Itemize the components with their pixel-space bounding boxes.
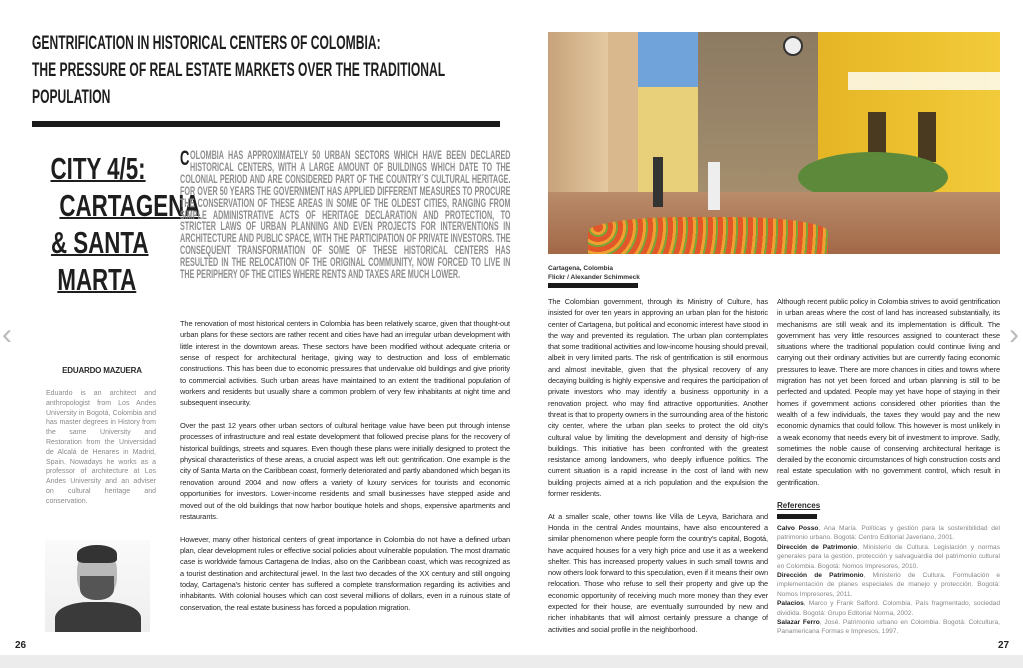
reference-item: Palacios, Marco y Frank Safford. Colombia. País fragmentado, sociedad dividida. Bogotá: Grupo Editorial Norma, 2002. xyxy=(777,600,1000,617)
title-line: THE PRESSURE OF REAL ESTATE MARKETS OVER THE TRADITIONAL xyxy=(32,59,446,81)
title-divider xyxy=(32,121,500,127)
city-heading-line: MARTA xyxy=(57,262,137,297)
right-column-2 xyxy=(777,296,1000,499)
body-paragraph: However, many other historical centers of great importance in Colombia do not have a defined urban plan, clear development rules or effective social policies about vulnerable population. The most dramatic case is worldwide famous Cartagena de Indias, also on the Caribbean coast, which was recognized as a tourist destination and architectural jewel. In the last two decades of the XX century and still ongoing today, Cartagena's historic center has suffered a complete transformation regarding its activities and inhabitants. With colonial houses which can cost several millions of dollars, even in a ruinous state of conservation, the real estate business has forced a population migration. xyxy=(180,534,510,612)
drop-cap: C xyxy=(180,147,190,170)
chevron-right-icon[interactable]: › xyxy=(1009,318,1019,351)
author-name: EDUARDO MAZUERA xyxy=(62,366,142,375)
left-body-text xyxy=(180,318,510,624)
body-paragraph: Although recent public policy in Colombia strives to avoid gentrification in urban areas where the cost of land has increased substantially, its mechanisms are still weak and its implementation is difficult. The government has very little resources assigned to counteract these situations where the traditional population could continue living and carrying out their ordinary activities but are currently facing economic pressures to leave. There are more chances in cities and towns where migration has not yet been forced and urban planning is still to be perfected and updated. People may yet have hope of staying in their homes if government actions considered other priorities than the wealth of a few individuals, the taxes they would pay and the new economic dynamics that could follow. This however is most unlikely in a weak economy that needs every bit of investment to improve. Sadly, sometimes the noble cause of conserving architectural heritage is derailed by the economic circumstances of high construction costs and real estate speculation with no government control, which result in gentrification. xyxy=(777,297,1001,487)
page-number-right: 27 xyxy=(998,640,1010,651)
references-divider xyxy=(777,514,817,519)
references-heading: References xyxy=(777,501,821,510)
city-heading-line: CITY 4/5: xyxy=(50,151,146,186)
reference-item: Calvo Posso, Ana María. Políticas y gestión para la sostenibilidad del patrimonio urbano. Bogotá: Centro Editorial Javeriano, 2001. xyxy=(777,525,1001,542)
cartagena-street-photo xyxy=(548,32,1000,254)
article-title xyxy=(32,30,503,111)
title-line: GENTRIFICATION IN HISTORICAL CENTERS OF COLOMBIA: xyxy=(32,32,381,54)
title-line: POPULATION xyxy=(32,86,111,108)
right-column-1 xyxy=(548,296,768,646)
city-heading-line: CARTAGENA xyxy=(59,188,201,223)
reference-item: Dirección de Patrimonio, Ministerio de Cultura. Legislación y normas generales para la gestión, protección y salvaguardia del patrimonio cultural en Colombia. Bogotá: Nomos Impresores, 2010. xyxy=(777,543,1000,570)
references-list xyxy=(777,524,1000,637)
city-heading-line: & SANTA xyxy=(50,225,149,260)
lead-text: OLOMBIA HAS APPROXIMATELY 50 URBAN SECTORS WHICH HAVE BEEN DECLARED HISTORICAL CENTERS, WITH A LARGE AMOUNT OF BUILDINGS WHICH DATE TO THE COLONIAL PERIOD AND ARE CONSIDERED PART OF THE COUNTRY´S CULTURAL HERITAGE. FOR OVER 50 YEARS THE GOVERNMENT HAS APPLIED DIFFERENT MEASURES TO PROCURE THE CONSERVATION OF THESE AREAS IN SOME OF THE OLDEST CITIES, RANGING FROM SIMPLE ADMINISTRATIVE ACTS OF HERITAGE DECLARATION AND PROTECTION, TO STRICTER LAWS OF URBAN PLANNING AND EVEN PROJECTS FOR INTERVENTIONS IN ARCHITECTURE AND PUBLIC SPACE, WITH THE PARTICIPATION OF PRIVATE INVESTORS. THE CONSEQUENT TRANSFORMATION OF SOME OF THESE HISTORICAL CENTERS HAS RESULTED IN THE RELOCATION OF THE ORIGINAL COMMUNITY, NOW FORCED TO LIVE IN THE PERIPHERY OF THE CITIES WHERE RENTS AND TAXES ARE MUCH LOWER. xyxy=(180,149,511,282)
reference-item: Dirección de Patrimonio, Ministerio de Cultura. Formulación e implementación de planes especiales de manejo y protección. Bogotá: Nomos Impresores, 2011. xyxy=(777,572,1000,598)
author-photo xyxy=(45,540,150,632)
caption-line: Flickr / Alexander Schimmeck xyxy=(548,274,640,281)
caption-line: Cartagena, Colombia xyxy=(548,265,614,272)
caption-divider xyxy=(548,283,638,288)
chevron-left-icon[interactable]: ‹ xyxy=(2,318,12,351)
viewer-bottom-strip xyxy=(0,655,1023,668)
photo-caption xyxy=(548,264,640,282)
reference-item: Salazar Ferro, José. Patrimonio urbano en Colombia. Bogotá: Colcultura, Panamericana Formas e Impresos, 1997. xyxy=(777,619,1000,636)
body-paragraph: The Colombian government, through its Ministry of Culture, has insisted for over ten years in approving an urban plan for the historic center of Cartagena, but political and economic interest have stood in the way and prevented its regulation. The urban plan contemplates that some traditional activities and low-income housing should prevail, albeit in very limited parts. The risk of gentrification is still enormous and almost inevitable, given that the physical recovery of any decaying building is highly expensive and requires the participation of private investors who may identify a business opportunity in a renovation project. who may find attractive opportunities. Another threat is that to property owners in the surrounding area of the historic city center, where the urban plan seeks to protect the old city's cultural value by limiting the development and density of high-rise buildings. This initiative has been confronted with the greatest resistance among landowners, who deeply influence politics. The current situation is a rapid increase in the cost of land with new building projects aimed at a rich population and the expulsion the former residents. xyxy=(548,297,768,499)
page-number-left: 26 xyxy=(15,640,27,651)
body-paragraph: The renovation of most historical centers in Colombia has been relatively scarce, given that thought-out urban plans for these sectors are rather recent and cities have had an irregular urban development with little interest in the downtown areas. These sectors have been modified without adequate criteria or sense of respect for architectural heritage, giving way to destruction and loss of emblematic constructions. This has been due to economic pressures that undervalue old buildings and give priority to commercial activities. Such urban areas have maintained to an extent the traditional population of workers and residents but usually share a common problem of very few inhabitants at night time and subsequent insecurity. xyxy=(180,319,510,408)
lead-paragraph xyxy=(180,147,511,282)
author-bio: Eduardo is an architect and anthropologist from Los Andes University in Bogotá, Colombia and has master degrees in History from the same University and Restoration from the Universidad de Alcalá de Henares in Madrid, Spain. Nowadays he works as a professor of architecture at Los Andes University and an adviser on cultural heritage and conservation. xyxy=(46,390,156,505)
body-paragraph: Over the past 12 years other urban sectors of cultural heritage value have been put through intense processes of infrastructure and real estate development that followed precise plans for the recovery of historical buildings, streets and squares. Even though these plans were initially designed to protect the physical characteristics of these areas, a crucial aspect was left out: gentrification. One example is the city of Santa Marta on the Caribbean coast, formerly deteriorated and partly abandoned which began its renovation around 2004 and now offers a variety of luxury services for tourists and economic opportunities for investors. Lower-income residents and small businesses have stepped aside and moved out of the old buildings that now harbor boutique hotels and shops, expensive apartments and restaurants. xyxy=(180,421,510,521)
city-heading xyxy=(32,150,201,298)
body-paragraph: At a smaller scale, other towns like Villa de Leyva, Barichara and Honda in the central Andes mountains, have also encountered a similar phenomenon where people form the country's capital, Bogotá, have acquired houses for a very high price and use it as a weekend shelter. This has increased property values in such small towns and now others look forward to this speculation, even if it means their own relocation. Those who refuse to sell their property and give up the economic opportunity of receiving much more money than they ever expected for their house, are eventually surrounded by new and richer inhabitants that will almost certainly pressure a change of activities and social profile in the neighborhood. xyxy=(548,511,768,634)
